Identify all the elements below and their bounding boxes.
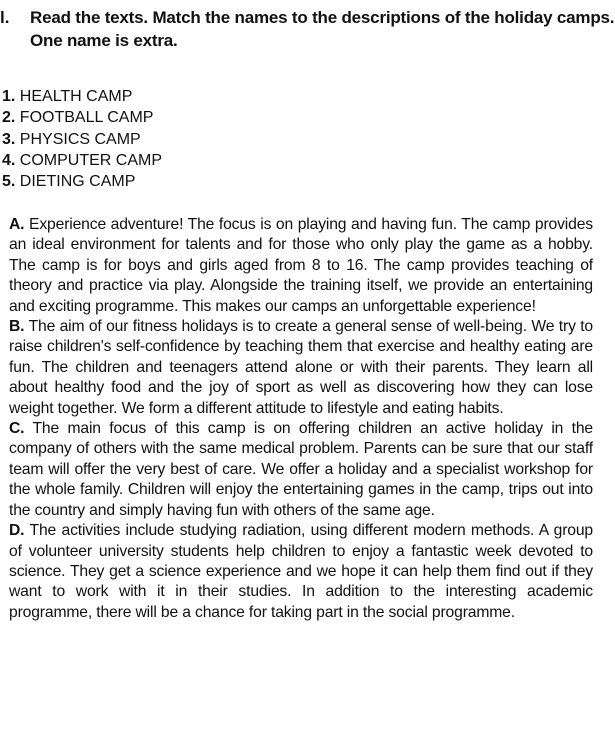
item-label: HEALTH CAMP [19, 88, 133, 105]
list-item [2, 107, 162, 128]
description-letter: D. [9, 522, 25, 540]
task-instruction: Read the texts. Match the names to the descriptions of the holiday camps. One name is extra. [30, 8, 615, 50]
item-number: 3. [2, 130, 16, 148]
camp-descriptions [9, 215, 593, 623]
item-number: 5. [2, 173, 16, 191]
list-item [2, 129, 162, 150]
description-body: Experience adventure! The focus is on playing and having fun. The camp provides an ideal environment for talents and for those who only play the game as a hobby. The camp is for boys and girls aged from 8 to 16. The camp provides teaching of theory and practice via play. Alongside the training itself, we provide an entertaining and exciting programme. This makes our camps an unforgettable experience! [9, 216, 593, 315]
item-label: COMPUTER CAMP [19, 151, 163, 169]
item-number: 4. [2, 151, 16, 169]
description-body: The main focus of this camp is on offering children an active holiday in the company of others with the same medical problem. Parents can be sure that our staff team will offer the very best of care. We offer a holiday and a specialist workshop for the whole family. Children will enjoy the entertaining games in the camp, trips out into the country and simply having fun with others of the same age. [9, 420, 593, 519]
item-number: 2. [2, 109, 16, 127]
list-item [2, 171, 162, 192]
description-c [9, 419, 593, 521]
task-number: l. [0, 8, 10, 27]
task-header [0, 6, 615, 52]
item-label: PHYSICS CAMP [19, 130, 141, 148]
list-item [2, 150, 162, 171]
description-a [9, 215, 593, 317]
description-d [9, 521, 593, 623]
description-body: The aim of our fitness holidays is to create a general sense of well-being. We try to raise children's self-confidence by teaching them that exercise and healthy eating are fun. The children and teenagers attend alone or with their parents. They learn all about healthy food and the joy of sport as well as discovering how they can lose weight together. We form a different attitude to lifestyle and eating habits. [9, 318, 593, 417]
description-letter: C. [9, 420, 25, 438]
description-b [9, 317, 593, 419]
item-label: DIETING CAMP [19, 173, 136, 191]
camp-names-list [2, 86, 162, 192]
description-letter: A. [9, 216, 25, 233]
item-number: 1. [2, 88, 16, 105]
list-item [2, 86, 162, 107]
description-body: The activities include studying radiation, using different modern methods. A group of volunteer university students help children to enjoy a fantastic week devoted to science. They get a science experience and we hope it can help them find out if they want to work with it in their studies. In addition to the interesting academic programme, there will be a chance for taking part in the social programme. [9, 522, 593, 621]
item-label: FOOTBALL CAMP [19, 109, 154, 127]
description-letter: B. [9, 318, 25, 336]
